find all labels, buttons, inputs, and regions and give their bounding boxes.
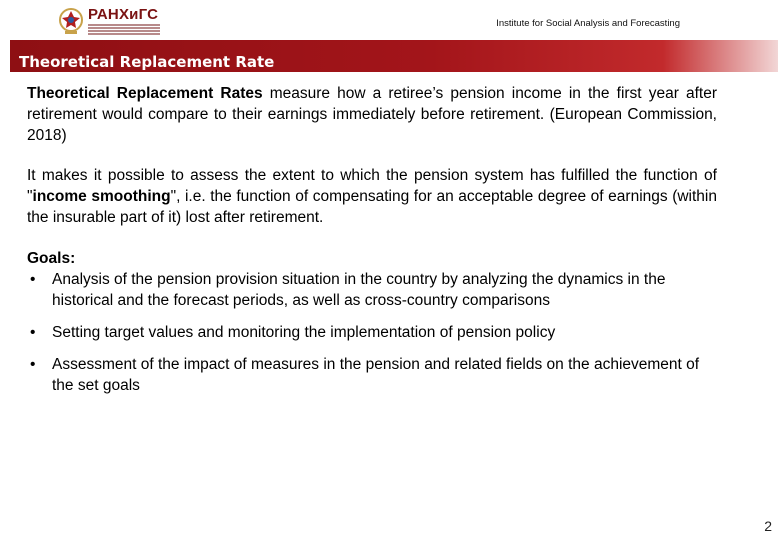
- slide-content: [27, 83, 717, 396]
- definition-term: Theoretical Replacement Rates: [27, 85, 263, 102]
- slide-title: Theoretical Replacement Rate: [19, 53, 275, 71]
- definition-text: measure how a retiree’s pension income in the first year after retirement would compare to their earnings immediately before retirement. (European Commission, 2018): [27, 85, 717, 144]
- ranepa-logo: [58, 4, 168, 38]
- purpose-text-end: ", i.e. the function of compensating for an acceptable degree of earnings (within the insurable part of it) lost after retirement.: [27, 188, 717, 226]
- goal-item: [27, 322, 717, 343]
- bullet-icon: •: [30, 271, 36, 288]
- purpose-emphasis: income smoothing: [32, 188, 171, 205]
- institute-name: Institute for Social Analysis and Forecasting: [496, 18, 680, 29]
- logo-subtitle-lines: [88, 24, 160, 35]
- goals-heading: Goals:: [27, 250, 76, 267]
- purpose-paragraph: [27, 165, 717, 228]
- purpose-text-start: It makes it possible to assess the extent to which the pension system has fulfilled the function of ": [27, 167, 717, 205]
- ranepa-emblem-icon: [58, 6, 84, 36]
- bullet-icon: •: [30, 356, 36, 373]
- goal-item: [27, 269, 717, 311]
- goal-item: [27, 354, 717, 396]
- goal-text: Analysis of the pension provision situation in the country by analyzing the dynamics in the historical and the forecast periods, as well as cross-country comparisons: [52, 271, 666, 309]
- page-number: 2: [764, 518, 772, 534]
- goal-text: Assessment of the impact of measures in the pension and related fields on the achievement of the set goals: [52, 356, 700, 394]
- definition-paragraph: [27, 83, 717, 146]
- bullet-icon: •: [30, 324, 36, 341]
- logo-wordmark: РАНХиГС: [88, 6, 159, 23]
- goal-text: Setting target values and monitoring the implementation of pension policy: [52, 324, 556, 341]
